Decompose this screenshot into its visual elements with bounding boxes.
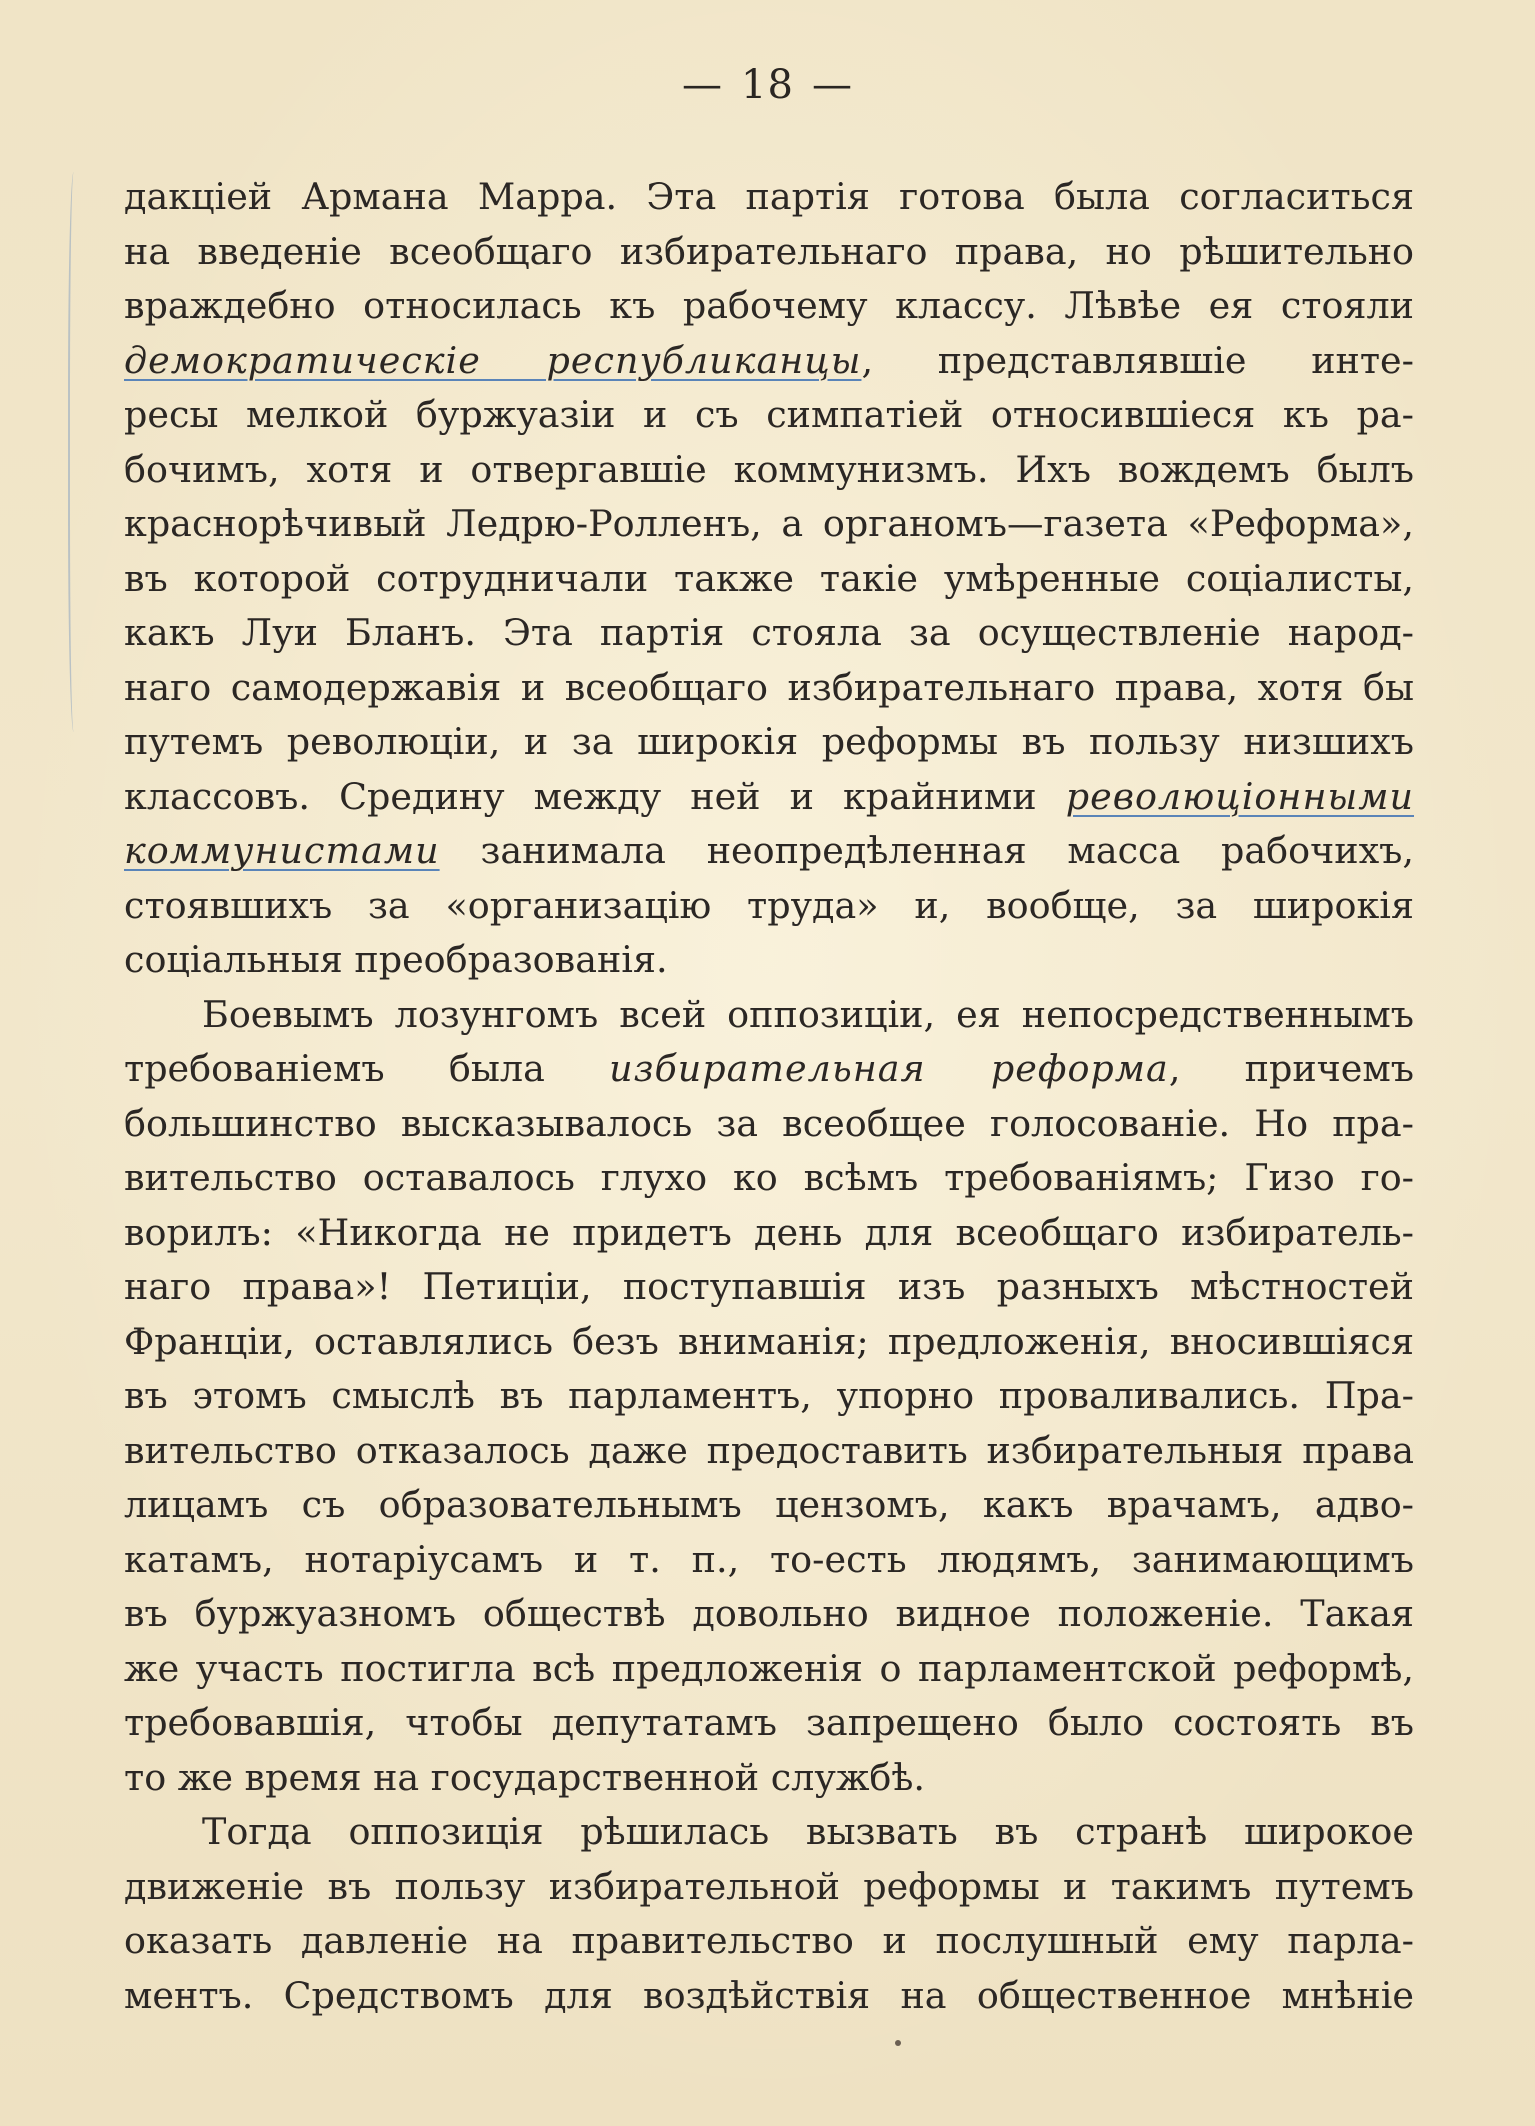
emphasized-text: революціонными: [1065, 774, 1414, 818]
text-line: [124, 1151, 1414, 1206]
text-run: Франціи, оставлялись безъ вниманія; предложенія, вносившіяся: [124, 1319, 1414, 1363]
ink-dot: [895, 2040, 901, 2046]
text-run: вительство отказалось даже предоставить избирательныя права: [124, 1428, 1414, 1472]
text-run: , представлявшіе инте-: [861, 338, 1414, 382]
dash-left: —: [682, 62, 724, 108]
text-line: [124, 388, 1414, 443]
text-line: [124, 770, 1414, 825]
text-line: [124, 661, 1414, 716]
text-line: [124, 1533, 1414, 1588]
dash-right: —: [811, 62, 853, 108]
text-run: соціальныя преобразованія.: [124, 938, 668, 981]
text-run: какъ Луи Бланъ. Эта партія стояла за осуществленіе народ-: [124, 611, 1414, 654]
body-text: [124, 170, 1414, 2023]
text-run: на введеніе всеобщаго избирательнаго права, но рѣшительно: [124, 229, 1414, 273]
text-line: [124, 279, 1414, 334]
text-line: [124, 1478, 1414, 1533]
text-line: [124, 1969, 1414, 2024]
text-run: Боевымъ лозунгомъ всей оппозиціи, ея непосредственнымъ: [202, 992, 1414, 1036]
text-line: [124, 824, 1414, 879]
page-number-value: 18: [741, 62, 794, 108]
text-run: бочимъ, хотя и отвергавшіе коммунизмъ. Ихъ вождемъ былъ: [124, 447, 1414, 491]
text-line: [124, 1587, 1414, 1642]
text-run: ресы мелкой буржуазіи и съ симпатіей относившіеся къ ра-: [124, 393, 1414, 436]
text-run: враждебно относилась къ рабочему классу. Лѣвѣе ея стояли: [124, 284, 1414, 327]
text-run: въ буржуазномъ обществѣ довольно видное положеніе. Такая: [124, 1592, 1414, 1635]
text-line: [124, 170, 1414, 225]
text-line: [124, 1369, 1414, 1424]
text-run: наго самодержавія и всеобщаго избирательнаго права, хотя бы: [124, 665, 1414, 709]
text-run: катамъ, нотаріусамъ и т. п., то-есть людямъ, занимающимъ: [124, 1537, 1414, 1581]
text-line: [124, 1642, 1414, 1697]
text-line: [124, 225, 1414, 280]
text-run: требовавшія, чтобы депутатамъ запрещено было состоять въ: [124, 1701, 1414, 1744]
text-line: [124, 879, 1414, 934]
text-run: дакціей Армана Марра. Эта партія готова была согласиться: [124, 175, 1414, 218]
text-line: [124, 1206, 1414, 1261]
text-line: [124, 334, 1414, 389]
text-run: Тогда оппозиція рѣшилась вызвать въ странѣ широкое: [202, 1810, 1414, 1853]
text-line: [124, 1696, 1414, 1751]
text-line: [124, 1424, 1414, 1479]
text-line: [124, 1315, 1414, 1370]
text-run: классовъ. Средину между ней и крайними: [124, 774, 1066, 818]
text-line: [124, 552, 1414, 607]
text-line: [124, 988, 1414, 1043]
text-line: [124, 1860, 1414, 1915]
emphasized-text: коммунистами: [124, 829, 440, 872]
text-line: [124, 1260, 1414, 1315]
text-line: [124, 1042, 1414, 1097]
text-line: [124, 497, 1414, 552]
text-line: [124, 1914, 1414, 1969]
text-line: [124, 1805, 1414, 1860]
text-line: [124, 933, 1414, 988]
text-run: въ которой сотрудничали также такіе умѣренные соціалисты,: [124, 556, 1414, 600]
text-run: путемъ революціи, и за широкія реформы въ пользу низшихъ: [124, 720, 1414, 763]
text-run: то же время на государственной службѣ.: [124, 1755, 926, 1799]
text-run: краснорѣчивый Ледрю-Ролленъ, а органомъ—газета «Реформа»,: [124, 502, 1414, 545]
emphasized-text: избирательная реформа: [609, 1047, 1169, 1090]
text-run: же участь постигла всѣ предложенія о парламентской реформѣ,: [124, 1646, 1414, 1690]
text-run: , причемъ: [1168, 1047, 1414, 1090]
text-line: [124, 606, 1414, 661]
text-run: требованіемъ была: [124, 1047, 610, 1090]
text-run: оказать давленіе на правительство и послушный ему парла-: [124, 1919, 1414, 1962]
margin-pencil-mark: [68, 172, 82, 732]
text-line: [124, 1097, 1414, 1152]
text-run: движеніе въ пользу избирательной реформы и такимъ путемъ: [124, 1864, 1414, 1908]
text-run: лицамъ съ образовательнымъ цензомъ, какъ врачамъ, адво-: [124, 1483, 1414, 1526]
text-line: [124, 443, 1414, 498]
text-run: большинство высказывалось за всеобщее голосованіе. Но пра-: [124, 1101, 1414, 1145]
text-run: наго права»! Петиціи, поступавшія изъ разныхъ мѣстностей: [124, 1265, 1414, 1308]
text-line: [124, 715, 1414, 770]
text-line: [124, 1751, 1414, 1806]
text-run: въ этомъ смыслѣ въ парламентъ, упорно проваливались. Пра-: [124, 1374, 1414, 1417]
emphasized-text: демократическіе республиканцы: [124, 338, 862, 382]
text-run: занимала неопредѣленная масса рабочихъ,: [439, 829, 1414, 872]
text-run: ментъ. Средствомъ для воздѣйствія на общественное мнѣніе: [124, 1973, 1414, 2017]
text-run: стоявшихъ за «организацію труда» и, вообще, за широкія: [124, 883, 1414, 927]
text-run: вительство оставалось глухо ко всѣмъ требованіямъ; Гизо го-: [124, 1156, 1414, 1199]
page-number: [0, 62, 1535, 108]
text-run: ворилъ: «Никогда не придетъ день для всеобщаго избиратель-: [124, 1210, 1414, 1254]
